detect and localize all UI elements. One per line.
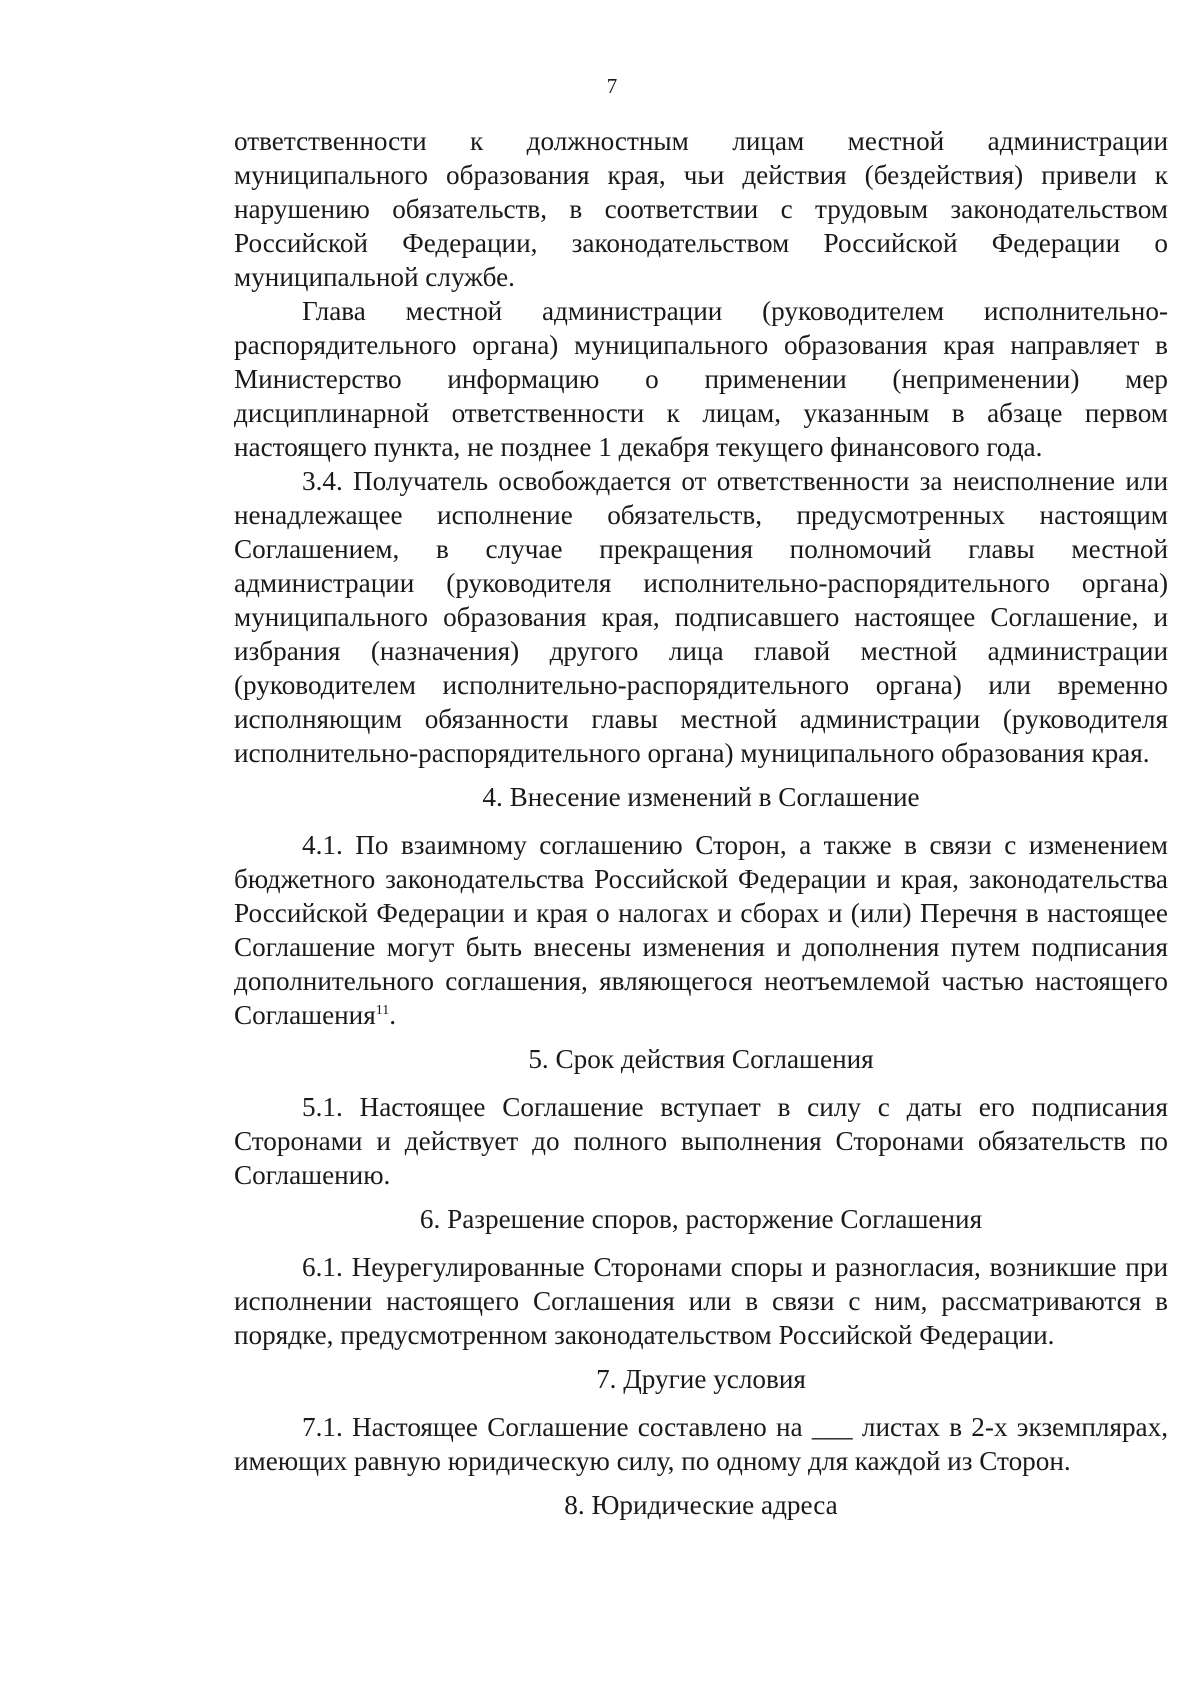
footnote-marker: 11 <box>375 1003 390 1018</box>
document-body <box>234 124 1168 1522</box>
page-number: 7 <box>606 74 618 98</box>
clause-6-1: 6.1. Неурегулированные Сторонами споры и разногласия, возникшие при исполнении настоящего Соглашения или в связи с ним, рассматриваются в порядке, предусмотренном законодательством Российской Федерации. <box>234 1252 1168 1350</box>
clause-3-4: 3.4. Получатель освобождается от ответственности за неисполнение или ненадлежащее исполнение обязательств, предусмотренных настоящим Соглашением, в случае прекращения полномочий главы местной администрации (руководителя исполнительно-распорядительного органа) муниципального образования края, подписавшего настоящее Соглашение, и избрания (назначения) другого лица главой местной администрации (руководителем исполнительно-распорядительного органа) или временно исполняющим обязанности главы местной администрации (руководителя исполнительно-распорядительного органа) муниципального образования края. <box>234 466 1168 768</box>
section-heading-6: 6. Разрешение споров, расторжение Соглашения <box>419 1204 983 1234</box>
clause-4-1-end: . <box>389 1000 397 1030</box>
clause-4-1 <box>234 828 1168 1032</box>
section-heading-8: 8. Юридические адреса <box>564 1490 838 1520</box>
section-heading-4: 4. Внесение изменений в Соглашение <box>482 782 920 812</box>
clause-4-1-text: 4.1. По взаимному соглашению Сторон, а также в связи с изменением бюджетного законодательства Российской Федерации и края, законодательства Российской Федерации и края о налогах и сборах и (или) Перечня в настоящее Соглашение могут быть внесены изменения и дополнения путем подписания дополнительного соглашения, являющегося неотъемлемой частью настоящего Соглашения <box>234 830 1168 1030</box>
section-heading-7: 7. Другие условия <box>596 1364 806 1394</box>
clause-5-1: 5.1. Настоящее Соглашение вступает в силу с даты его подписания Сторонами и действует до полного выполнения Сторонами обязательств по Соглашению. <box>234 1092 1168 1190</box>
clause-7-1: 7.1. Настоящее Соглашение составлено на ___ листах в 2-х экземплярах, имеющих равную юридическую силу, по одному для каждой из Сторон. <box>234 1412 1168 1476</box>
paragraph-liability-officials: ответственности к должностным лицам местной администрации муниципального образования края, чьи действия (бездействия) привели к нарушению обязательств, в соответствии с трудовым законодательством Российской Федерации, законодательством Российской Федерации о муниципальной службе. <box>234 126 1168 292</box>
section-heading-5: 5. Срок действия Соглашения <box>528 1044 874 1074</box>
paragraph-head-notification: Глава местной администрации (руководителем исполнительно-распорядительного органа) муниципального образования края направляет в Министерство информацию о применении (неприменении) мер дисциплинарной ответственности к лицам, указанным в абзаце первом настоящего пункта, не позднее 1 декабря текущего финансового года. <box>234 296 1168 462</box>
